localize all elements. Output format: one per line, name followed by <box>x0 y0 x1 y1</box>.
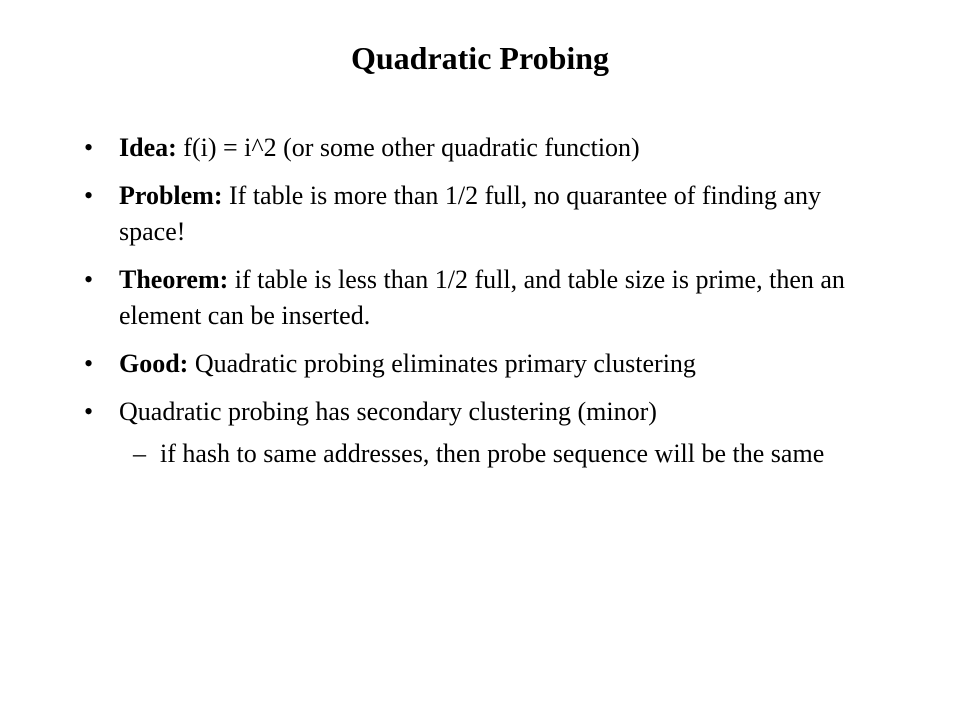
bullet-dot-icon: • <box>84 397 94 426</box>
bullet-secondary-clustering <box>82 394 882 430</box>
bullet-dot-icon: • <box>84 349 94 378</box>
bullet-label: Idea: <box>119 133 177 162</box>
bullet-text: Quadratic probing eliminates primary clustering <box>194 349 696 378</box>
slide-title: Quadratic Probing <box>350 40 610 76</box>
bullet-list <box>82 130 882 472</box>
sub-bullet-hash <box>82 436 880 472</box>
bullet-dot-icon: • <box>84 133 94 162</box>
bullet-label: Theorem: <box>119 265 229 294</box>
bullet-label: Problem: <box>119 181 223 210</box>
bullet-text: if table is less than 1/2 full, and table size is prime, then an element can be inserted. <box>119 265 845 330</box>
bullet-dot-icon: • <box>84 265 94 294</box>
sub-bullet-text: if hash to same addresses, then probe sequence will be the same <box>160 439 825 468</box>
bullet-good <box>82 346 882 382</box>
bullet-theorem <box>82 262 882 334</box>
bullet-text: Quadratic probing has secondary clustering (minor) <box>119 397 657 426</box>
bullet-label: Good: <box>119 349 189 378</box>
bullet-text: f(i) = i^2 (or some other quadratic function) <box>183 133 640 162</box>
dash-icon: – <box>133 439 146 468</box>
bullet-idea <box>82 130 882 166</box>
bullet-text: If table is more than 1/2 full, no quarantee of finding any space! <box>119 181 822 246</box>
bullet-problem <box>82 178 882 250</box>
bullet-dot-icon: • <box>84 181 94 210</box>
